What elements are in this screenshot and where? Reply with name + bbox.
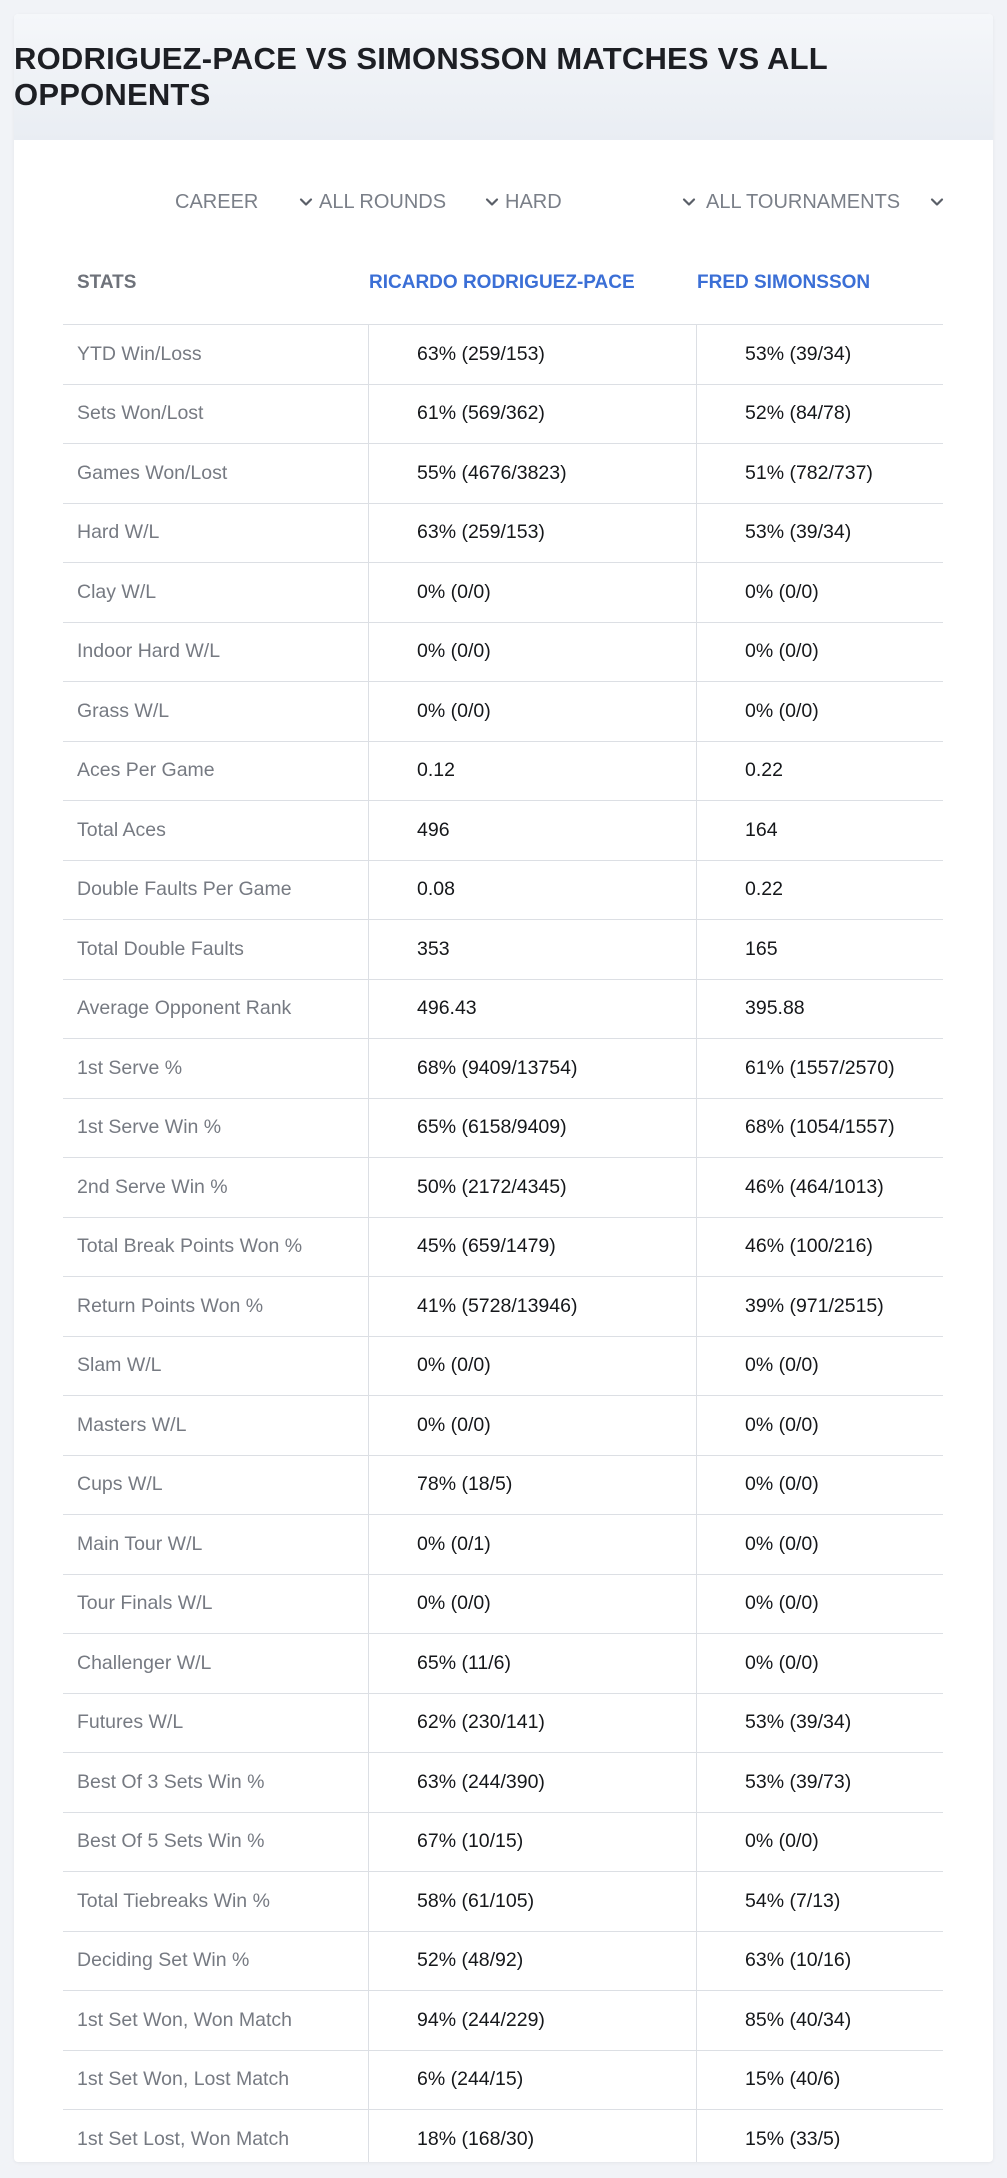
player1-value: 94% (244/229): [417, 2008, 545, 2031]
player1-value: 0% (0/0): [417, 1354, 491, 1377]
table-row: [63, 2110, 943, 2162]
stat-label: Masters W/L: [77, 1413, 187, 1436]
player1-value: 0.12: [417, 759, 455, 782]
player1-value: 68% (9409/13754): [417, 1056, 578, 1079]
table-row: [63, 1158, 943, 1218]
column-divider: [696, 324, 697, 2162]
table-row: [63, 2051, 943, 2111]
table-row: [63, 742, 943, 802]
player2-value: 0% (0/0): [745, 1354, 819, 1377]
player2-value: 53% (39/73): [745, 1770, 852, 1793]
chevron-down-icon: [928, 193, 946, 211]
player2-value: 0.22: [745, 759, 783, 782]
player1-value: 55% (4676/3823): [417, 461, 567, 484]
table-row: [63, 325, 943, 385]
player2-value: 165: [745, 937, 778, 960]
filter-period-select[interactable]: [175, 182, 315, 222]
player1-value: 63% (259/153): [417, 521, 545, 544]
player2-value: 46% (464/1013): [745, 1175, 884, 1198]
table-row: [63, 623, 943, 683]
stat-label: Challenger W/L: [77, 1651, 212, 1674]
chevron-down-icon: [680, 193, 698, 211]
player1-value: 63% (259/153): [417, 342, 545, 365]
player1-value: 45% (659/1479): [417, 1235, 556, 1258]
player2-value: 0% (0/0): [745, 1651, 819, 1674]
filter-tournament-select[interactable]: [706, 182, 946, 222]
table-row: [63, 1575, 943, 1635]
table-header: [63, 249, 943, 325]
filter-surface-select[interactable]: [505, 182, 698, 222]
filter-round-value: ALL ROUNDS: [319, 190, 447, 213]
stat-label: Deciding Set Win %: [77, 1949, 250, 1972]
player1-value: 0% (0/0): [417, 580, 491, 603]
filter-round-select[interactable]: [319, 182, 501, 222]
player1-value: 0% (0/1): [417, 1532, 491, 1555]
table-row: [63, 385, 943, 445]
page-title: RODRIGUEZ-PACE VS SIMONSSON MATCHES VS ALL OPPONENTS: [14, 41, 828, 112]
player2-value: 85% (40/34): [745, 2008, 852, 2031]
player1-value: 65% (6158/9409): [417, 1116, 567, 1139]
stat-label: Futures W/L: [77, 1711, 184, 1734]
player1-value: 6% (244/15): [417, 2068, 524, 2091]
table-row: [63, 1277, 943, 1337]
stat-label: Best Of 3 Sets Win %: [77, 1770, 265, 1793]
player2-value: 54% (7/13): [745, 1889, 841, 1912]
player2-value: 52% (84/78): [745, 402, 852, 425]
table-row: [63, 1337, 943, 1397]
stat-label: Total Break Points Won %: [77, 1235, 303, 1258]
stat-label: Aces Per Game: [77, 759, 215, 782]
filter-period-value: CAREER: [175, 190, 259, 213]
player2-value: 68% (1054/1557): [745, 1116, 895, 1139]
player1-value: 0% (0/0): [417, 1413, 491, 1436]
table-row: [63, 1872, 943, 1932]
stat-label: 1st Set Won, Lost Match: [77, 2068, 290, 2091]
chevron-down-icon: [483, 193, 501, 211]
stat-label: Grass W/L: [77, 699, 170, 722]
player2-value: 53% (39/34): [745, 1711, 852, 1734]
player1-value: 18% (168/30): [417, 2127, 535, 2150]
player2-value: 0% (0/0): [745, 640, 819, 663]
table-row: [63, 682, 943, 742]
player1-value: 496: [417, 818, 450, 841]
stat-label: Main Tour W/L: [77, 1532, 203, 1555]
player2-value: 53% (39/34): [745, 342, 852, 365]
player1-value: 63% (244/390): [417, 1770, 545, 1793]
filter-tournament-value: ALL TOURNAMENTS: [706, 190, 901, 213]
stat-label: Total Double Faults: [77, 937, 244, 960]
player2-value: 46% (100/216): [745, 1235, 873, 1258]
player2-value: 15% (40/6): [745, 2068, 841, 2091]
stat-label: Total Aces: [77, 818, 166, 841]
player2-value: 63% (10/16): [745, 1949, 852, 1972]
player1-value: 0.08: [417, 878, 455, 901]
table-row: [63, 1099, 943, 1159]
table-body: [63, 325, 943, 2162]
table-row: [63, 1813, 943, 1873]
stat-label: Return Points Won %: [77, 1294, 264, 1317]
player2-value: 0% (0/0): [745, 1592, 819, 1615]
player2-value: 0.22: [745, 878, 783, 901]
chevron-down-icon: [297, 193, 315, 211]
player1-value: 0% (0/0): [417, 640, 491, 663]
player2-value: 61% (1557/2570): [745, 1056, 895, 1079]
column-header-stats: STATS: [77, 272, 137, 293]
table-row: [63, 980, 943, 1040]
table-row: [63, 801, 943, 861]
player2-value: 0% (0/0): [745, 580, 819, 603]
player2-value: 15% (33/5): [745, 2127, 841, 2150]
table-row: [63, 1991, 943, 2051]
table-row: [63, 504, 943, 564]
table-row: [63, 1218, 943, 1278]
stat-label: 1st Set Won, Won Match: [77, 2008, 292, 2031]
table-row: [63, 1753, 943, 1813]
stat-label: Indoor Hard W/L: [77, 640, 221, 663]
stat-label: Clay W/L: [77, 580, 157, 603]
player1-value: 52% (48/92): [417, 1949, 524, 1972]
filter-bar: [14, 182, 993, 222]
player1-value: 65% (11/6): [417, 1651, 511, 1674]
player1-value: 496.43: [417, 997, 477, 1020]
table-row: [63, 861, 943, 921]
table-row: [63, 1396, 943, 1456]
stat-label: Average Opponent Rank: [77, 997, 292, 1020]
filter-surface-value: HARD: [505, 190, 562, 213]
table-row: [63, 1456, 943, 1516]
player1-value: 67% (10/15): [417, 1830, 524, 1853]
player1-value: 50% (2172/4345): [417, 1175, 567, 1198]
player1-value: 0% (0/0): [417, 1592, 491, 1615]
player1-value: 78% (18/5): [417, 1473, 513, 1496]
player2-value: 0% (0/0): [745, 1830, 819, 1853]
player1-value: 41% (5728/13946): [417, 1294, 578, 1317]
table-row: [63, 1634, 943, 1694]
player2-value: 164: [745, 818, 778, 841]
player2-value: 0% (0/0): [745, 1473, 819, 1496]
table-row: [63, 1515, 943, 1575]
stat-label: Sets Won/Lost: [77, 402, 204, 425]
stat-label: Tour Finals W/L: [77, 1592, 213, 1615]
stat-label: Double Faults Per Game: [77, 878, 292, 901]
stat-label: 1st Serve Win %: [77, 1116, 222, 1139]
stat-label: Hard W/L: [77, 521, 160, 544]
player2-value: 395.88: [745, 997, 805, 1020]
stat-label: 2nd Serve Win %: [77, 1175, 228, 1198]
column-divider: [368, 324, 369, 2162]
table-row: [63, 1039, 943, 1099]
player1-value: 61% (569/362): [417, 402, 545, 425]
player1-value: 0% (0/0): [417, 699, 491, 722]
player2-value: 51% (782/737): [745, 461, 873, 484]
table-row: [63, 1694, 943, 1754]
player1-value: 353: [417, 937, 450, 960]
stat-label: Best Of 5 Sets Win %: [77, 1830, 265, 1853]
player2-value: 39% (971/2515): [745, 1294, 884, 1317]
page-header: [14, 14, 993, 140]
table-row: [63, 444, 943, 504]
table-row: [63, 920, 943, 980]
player1-value: 58% (61/105): [417, 1889, 535, 1912]
column-header-player1[interactable]: RICARDO RODRIGUEZ-PACE: [369, 272, 635, 293]
stat-label: 1st Set Lost, Won Match: [77, 2127, 290, 2150]
stat-label: Cups W/L: [77, 1473, 163, 1496]
player2-value: 53% (39/34): [745, 521, 852, 544]
player2-value: 0% (0/0): [745, 1532, 819, 1555]
stat-label: Total Tiebreaks Win %: [77, 1889, 270, 1912]
stats-table: [63, 249, 943, 2162]
column-header-player2[interactable]: FRED SIMONSSON: [697, 272, 871, 293]
stats-card: [14, 14, 993, 2162]
stat-label: Slam W/L: [77, 1354, 162, 1377]
stat-label: Games Won/Lost: [77, 461, 228, 484]
table-row: [63, 1932, 943, 1992]
player2-value: 0% (0/0): [745, 699, 819, 722]
stat-label: 1st Serve %: [77, 1056, 183, 1079]
stat-label: YTD Win/Loss: [77, 342, 202, 365]
player1-value: 62% (230/141): [417, 1711, 545, 1734]
table-row: [63, 563, 943, 623]
player2-value: 0% (0/0): [745, 1413, 819, 1436]
